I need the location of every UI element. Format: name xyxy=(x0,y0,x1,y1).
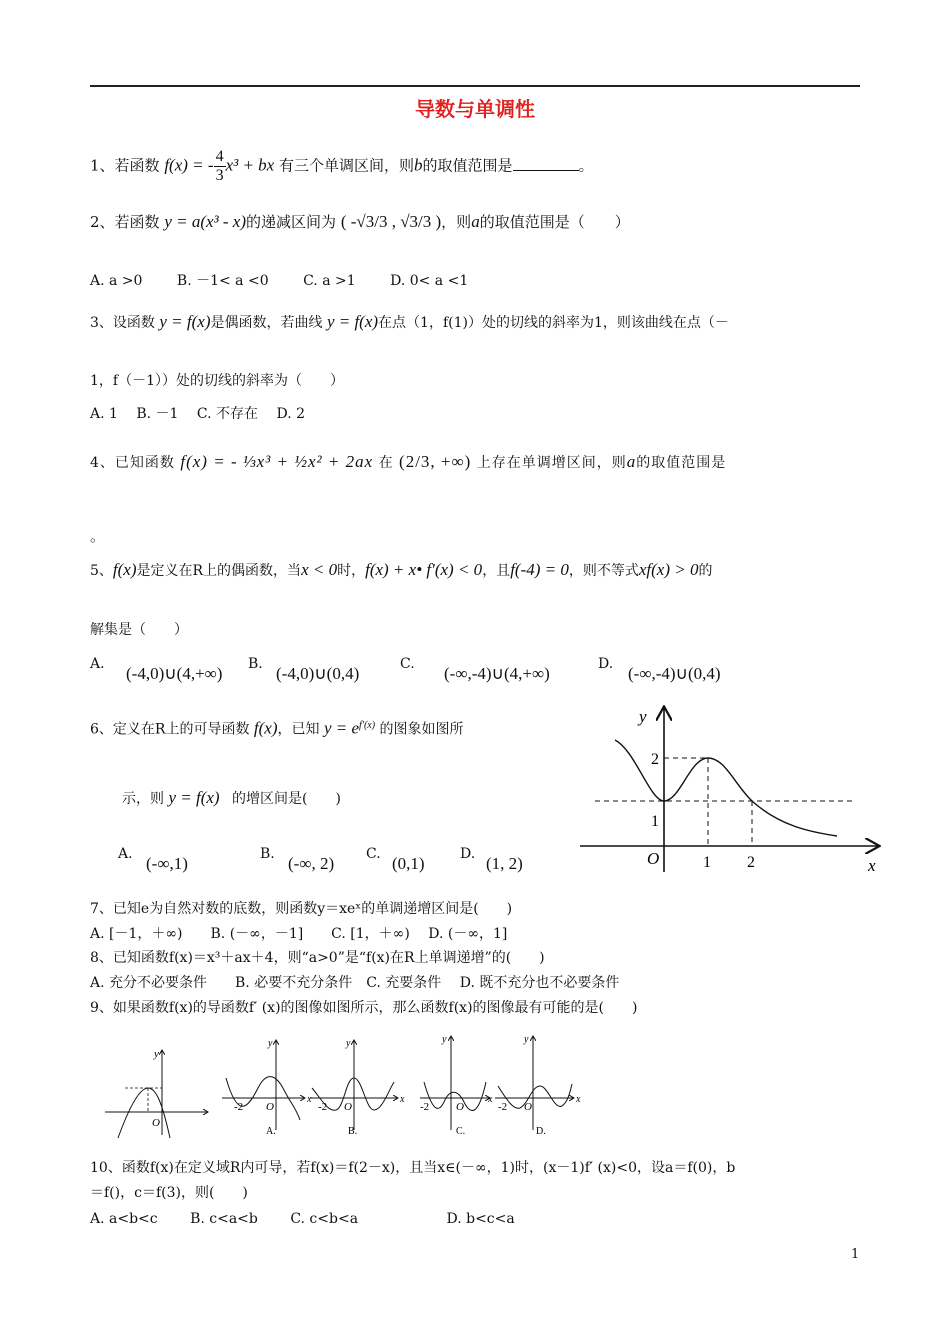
q2-tail2: 的取值范围是（ ） xyxy=(479,213,630,231)
option-a-graph[interactable] xyxy=(222,1038,312,1137)
q5-t5: 的 xyxy=(698,563,713,579)
q6-f2: y = f(x) xyxy=(168,788,220,807)
svg-text:O: O xyxy=(456,1101,464,1113)
svg-text:B.: B. xyxy=(348,1126,358,1137)
question-7: 7、已知e为自然对数的底数，则函数y＝xeˣ的单调递增区间是( ) xyxy=(90,901,513,917)
q2-tail1: ，则 xyxy=(441,213,472,231)
q5-ineq2: xf(x) > 0 xyxy=(638,560,699,579)
q2-options xyxy=(90,271,468,291)
q2-number: 2、若函数 xyxy=(90,213,160,231)
question-3-line2: 1，f（－1））处的切线的斜率为（ ） xyxy=(90,373,344,389)
question-8: 8、已知函数f(x)＝x³＋ax＋4，则“a>0”是“f(x)在R上单调递增”的( ) xyxy=(90,950,545,966)
q1-var: b xyxy=(414,155,423,175)
q6-exponent: f′(x) xyxy=(359,720,376,731)
q1-func: f(x) = - xyxy=(164,155,214,175)
q1-rest: x³ + bx xyxy=(225,155,275,175)
q2-text: 的递减区间为 xyxy=(246,213,337,231)
q6-option-b[interactable]: (-∞, 2) xyxy=(288,854,335,873)
svg-text:-2: -2 xyxy=(234,1101,244,1113)
q1-number: 1、若函数 xyxy=(90,156,160,175)
q2-option-a[interactable]: A. a >0 xyxy=(90,273,143,289)
question-10-line1: 10、函数f(x)在定义域R内可导，若f(x)＝f(2－x)，且当x∈(－∞，1)时，(x－1)f′ (x)<0，设a＝f(0)，b xyxy=(90,1160,736,1176)
svg-text:-2: -2 xyxy=(420,1101,430,1113)
question-10-line2: ＝f()，c＝f(3)，则( ) xyxy=(90,1185,248,1201)
q6-t1: 6、定义在R上的可导函数 xyxy=(90,721,250,738)
question-2 xyxy=(90,212,630,232)
q6-option-c-label: C. xyxy=(366,846,381,862)
y-tick-1: 1 xyxy=(651,813,659,830)
q6-expr: y = e xyxy=(323,718,360,738)
svg-text:A.: A. xyxy=(266,1126,276,1137)
question-5 xyxy=(90,560,712,581)
page-number: 1 xyxy=(851,1247,860,1262)
svg-text:x: x xyxy=(488,1094,493,1105)
svg-text:O: O xyxy=(266,1101,274,1113)
q4-tail2: 的取值范围是 xyxy=(636,455,727,471)
q2-func: y = a(x³ - x) xyxy=(164,212,247,231)
q5-option-b[interactable]: (-4,0)∪(0,4) xyxy=(276,664,360,683)
q2-option-d[interactable]: D. 0< a <1 xyxy=(390,273,469,289)
q5-option-d-label: D. xyxy=(598,656,614,672)
svg-text:-2: -2 xyxy=(498,1101,508,1113)
svg-text:y: y xyxy=(268,1038,273,1049)
header-rule xyxy=(90,85,860,87)
q5-t3: ，且 xyxy=(482,563,511,579)
q6-option-a[interactable]: (-∞,1) xyxy=(146,854,188,873)
question-9: 9、如果函数f(x)的导函数f′ (x)的图像如图所示，那么函数f(x)的图像最有可能的是( ) xyxy=(90,1000,638,1016)
svg-text:x: x xyxy=(400,1094,405,1105)
question-6-line2 xyxy=(122,788,341,809)
question-5-line2: 解集是（ ） xyxy=(90,622,188,638)
x-axis-label: x xyxy=(868,856,876,875)
derivative-graph xyxy=(105,1048,208,1138)
q5-t1: 是定义在R上的偶函数，当 xyxy=(136,563,302,579)
q6-option-b-label: B. xyxy=(260,846,275,862)
q6-graph xyxy=(575,700,885,880)
x-tick-1: 1 xyxy=(703,854,711,871)
svg-text:y: y xyxy=(346,1038,351,1049)
q1-tail: 的取值范围是 xyxy=(422,156,513,175)
q2-option-c[interactable]: C. a >1 xyxy=(303,273,356,289)
q9-graphs xyxy=(100,1030,580,1145)
q3-text-b: 是偶函数，若曲线 xyxy=(210,315,323,331)
q5-val: f(-4) = 0 xyxy=(510,560,569,579)
q4-interval: (2/3, +∞) xyxy=(399,452,472,471)
q10-options[interactable]: A. a<b<c B. c<a<b C. c<b<a D. b<c<a xyxy=(90,1211,515,1227)
q3-func2: y = f(x) xyxy=(326,312,379,331)
svg-text:O: O xyxy=(524,1101,532,1113)
q6-t4: 示，则 xyxy=(122,791,164,807)
svg-text:x: x xyxy=(576,1094,581,1105)
question-1 xyxy=(90,148,594,185)
q3-text-a: 3、设函数 xyxy=(90,315,155,331)
q2-var: a xyxy=(471,212,480,231)
q5-option-b-label: B. xyxy=(248,656,263,672)
q5-option-c[interactable]: (-∞,-4)∪(4,+∞) xyxy=(444,664,550,683)
q5-option-a[interactable]: (-4,0)∪(4,+∞) xyxy=(126,664,223,683)
q1-text: 有三个单调区间，则 xyxy=(279,156,415,175)
option-d-graph[interactable] xyxy=(495,1034,581,1137)
q7-options[interactable]: A. [－1，＋∞) B. (－∞，－1] C. [1，＋∞) D. (－∞，1] xyxy=(90,926,508,942)
q5-option-c-label: C. xyxy=(400,656,415,672)
q6-t2: ，已知 xyxy=(277,721,320,738)
question-3-line1 xyxy=(90,312,729,333)
q6-option-d[interactable]: (1, 2) xyxy=(486,854,523,873)
q1-blank[interactable] xyxy=(513,170,579,171)
q6-option-a-label: A. xyxy=(118,846,133,862)
q3-options[interactable]: A. 1 B. －1 C. 不存在 D. 2 xyxy=(90,406,306,422)
svg-text:x: x xyxy=(307,1094,312,1105)
q6-f1: f(x) xyxy=(253,718,278,738)
origin-label: O xyxy=(647,849,660,868)
q4-var: a xyxy=(626,452,637,471)
curve xyxy=(615,740,837,836)
page-title: 导数与单调性 xyxy=(415,97,535,121)
q2-interval: ( -√3/3 , √3/3 ) xyxy=(340,212,442,231)
q4-mid: 在 xyxy=(378,455,394,471)
svg-text:y: y xyxy=(442,1034,447,1045)
q2-option-b[interactable]: B. －1< a <0 xyxy=(176,273,269,289)
q5-number: 5、 xyxy=(90,563,113,579)
q5-t2: 时， xyxy=(337,563,366,579)
q1-end: 。 xyxy=(578,156,594,175)
q5-t4: ，则不等式 xyxy=(568,563,639,579)
svg-text:-2: -2 xyxy=(318,1101,328,1113)
svg-text:O: O xyxy=(344,1101,352,1113)
q6-option-d-label: D. xyxy=(460,846,476,862)
q5-option-a-label: A. xyxy=(90,656,105,672)
q5-f1: f(x) xyxy=(112,560,137,579)
question-4 xyxy=(90,452,726,473)
q6-t3: 的图象如图所 xyxy=(379,721,464,738)
option-c-graph[interactable] xyxy=(420,1034,493,1137)
q6-t5: 的增区间是( ) xyxy=(232,791,341,807)
svg-text:y: y xyxy=(524,1034,529,1045)
y-tick-2: 2 xyxy=(651,751,659,768)
option-b-graph[interactable] xyxy=(310,1038,405,1137)
question-6-line1 xyxy=(90,716,464,740)
q5-cond: x < 0 xyxy=(301,560,338,579)
svg-text:C.: C. xyxy=(456,1126,466,1137)
svg-text:D.: D. xyxy=(536,1126,546,1137)
q3-text-c: 在点（1，f(1)）处的切线的斜率为1，则该曲线在点（－ xyxy=(378,315,729,331)
q5-ineq: f(x) + x• f′(x) < 0 xyxy=(365,560,483,579)
q8-options[interactable]: A. 充分不必要条件 B. 必要不充分条件 C. 充要条件 D. 既不充分也不必要条件 xyxy=(90,975,620,991)
y-axis-label: y xyxy=(639,707,647,726)
q4-end: 。 xyxy=(90,527,106,545)
q5-option-d[interactable]: (-∞,-4)∪(0,4) xyxy=(628,664,721,683)
q4-func: f(x) = - ⅓x³ + ½x² + 2ax xyxy=(180,452,374,471)
x-tick-2: 2 xyxy=(747,854,755,871)
svg-text:y: y xyxy=(154,1048,159,1060)
q1-frac: $\frac{4}{3}$ xyxy=(215,148,224,184)
q6-option-c[interactable]: (0,1) xyxy=(392,854,425,873)
q4-tail: 上存在单调增区间，则 xyxy=(476,455,627,471)
q4-number: 4、已知函数 xyxy=(90,455,175,471)
svg-text:O: O xyxy=(152,1117,160,1129)
q3-func1: y = f(x) xyxy=(159,312,211,331)
